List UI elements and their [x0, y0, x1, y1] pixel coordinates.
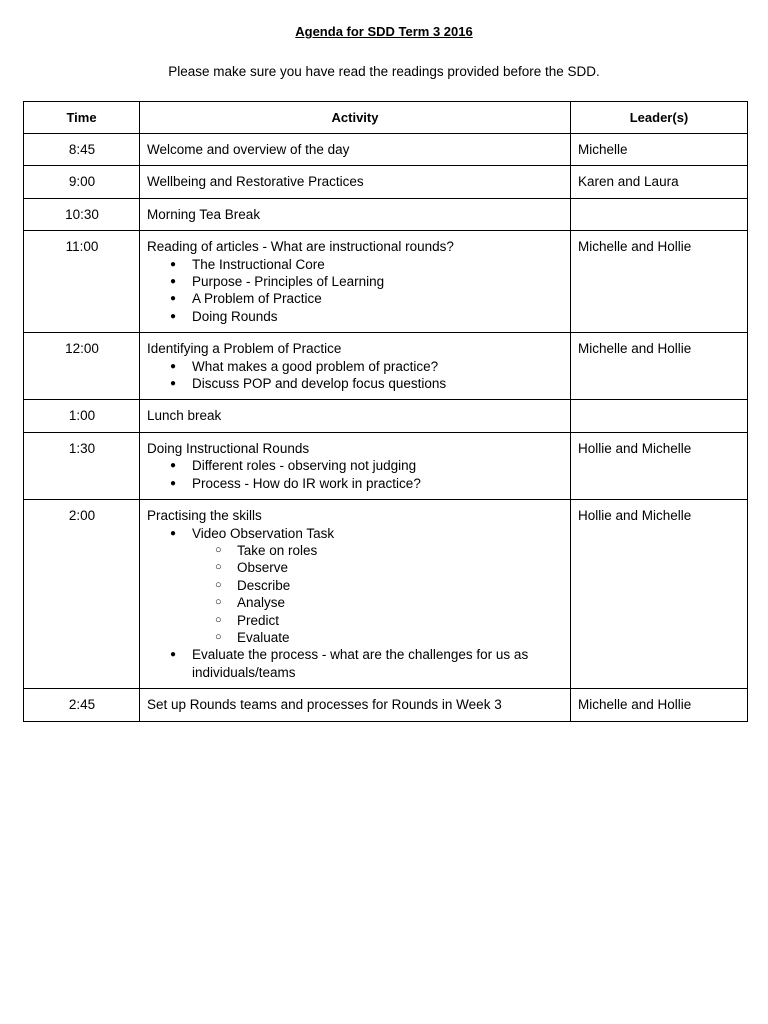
- activity-text: Doing Instructional Rounds: [147, 440, 310, 456]
- list-item: ● Process - How do IR work in practice?: [147, 475, 564, 492]
- time-cell: 9:00: [24, 166, 140, 198]
- leader-cell: [571, 198, 748, 230]
- sub-list-item: ○ Describe: [147, 577, 564, 594]
- sub-list-item: ○ Predict: [147, 612, 564, 629]
- activity-text: Identifying a Problem of Practice: [147, 341, 342, 357]
- header-time: Time: [24, 102, 140, 134]
- table-row: [24, 198, 748, 230]
- table-row: [24, 689, 748, 721]
- list-item: ● Doing Rounds: [147, 308, 564, 325]
- document-subtitle: Please make sure you have read the readings provided before the SDD.: [168, 64, 600, 79]
- bullet-list: [147, 525, 564, 682]
- header-leaders: Leader(s): [571, 102, 748, 134]
- table-row: [24, 134, 748, 166]
- list-item: ● Evaluate the process - what are the challenges for us as individuals/teams: [147, 646, 564, 681]
- sub-bullet-list: [192, 542, 564, 646]
- table-row: [24, 231, 748, 333]
- activity-cell: [140, 166, 571, 198]
- list-item: ● Different roles - observing not judging: [147, 457, 564, 474]
- document-title: Agenda for SDD Term 3 2016: [295, 24, 473, 39]
- sub-list-item: ○ Analyse: [147, 594, 564, 611]
- leader-cell: Michelle and Hollie: [571, 689, 748, 721]
- activity-cell: [140, 689, 571, 721]
- activity-cell: [140, 500, 571, 689]
- list-item: ● What makes a good problem of practice?: [147, 358, 564, 375]
- time-cell: 8:45: [24, 134, 140, 166]
- sub-list-item: ○ Evaluate: [147, 629, 564, 646]
- list-item: ● Discuss POP and develop focus questions: [147, 375, 564, 392]
- activity-text: Welcome and overview of the day: [147, 142, 350, 157]
- activity-text: Practising the skills: [147, 508, 262, 524]
- activity-cell: [140, 400, 571, 432]
- activity-text: Set up Rounds teams and processes for Rounds in Week 3: [147, 697, 502, 713]
- table-row: [24, 500, 748, 689]
- leader-cell: [571, 400, 748, 432]
- activity-cell: [140, 134, 571, 166]
- sub-list-item: ○ Take on roles: [147, 542, 564, 559]
- list-item: ● The Instructional Core: [147, 256, 564, 273]
- leader-cell: Michelle: [571, 134, 748, 166]
- agenda-table: [23, 101, 748, 722]
- table-row: [24, 400, 748, 432]
- activity-cell: [140, 231, 571, 333]
- list-item: ● A Problem of Practice: [147, 290, 564, 307]
- list-item: [147, 525, 564, 647]
- leader-cell: Michelle and Hollie: [571, 333, 748, 400]
- time-cell: 1:00: [24, 400, 140, 432]
- bullet-list: [147, 457, 564, 492]
- leader-cell: Karen and Laura: [571, 166, 748, 198]
- activity-text: Reading of articles - What are instructional rounds?: [147, 239, 454, 255]
- leader-cell: Hollie and Michelle: [571, 500, 748, 689]
- bullet-list: [147, 256, 564, 326]
- list-item-text: Video Observation Task: [192, 525, 335, 541]
- activity-text: Wellbeing and Restorative Practices: [147, 174, 364, 190]
- time-cell: 1:30: [24, 432, 140, 499]
- sub-list-item: ○ Observe: [147, 559, 564, 576]
- table-row: [24, 333, 748, 400]
- time-cell: 10:30: [24, 198, 140, 230]
- table-header-row: [24, 102, 748, 134]
- time-cell: 12:00: [24, 333, 140, 400]
- list-item: ● Purpose - Principles of Learning: [147, 273, 564, 290]
- leader-cell: Hollie and Michelle: [571, 432, 748, 499]
- table-row: [24, 166, 748, 198]
- activity-cell: [140, 198, 571, 230]
- activity-cell: [140, 333, 571, 400]
- leader-cell: Michelle and Hollie: [571, 231, 748, 333]
- activity-cell: [140, 432, 571, 499]
- time-cell: 11:00: [24, 231, 140, 333]
- time-cell: 2:00: [24, 500, 140, 689]
- activity-text: Morning Tea Break: [147, 206, 261, 222]
- activity-text: Lunch break: [147, 408, 222, 424]
- table-row: [24, 432, 748, 499]
- header-activity: Activity: [140, 102, 571, 134]
- time-cell: 2:45: [24, 689, 140, 721]
- bullet-list: [147, 358, 564, 393]
